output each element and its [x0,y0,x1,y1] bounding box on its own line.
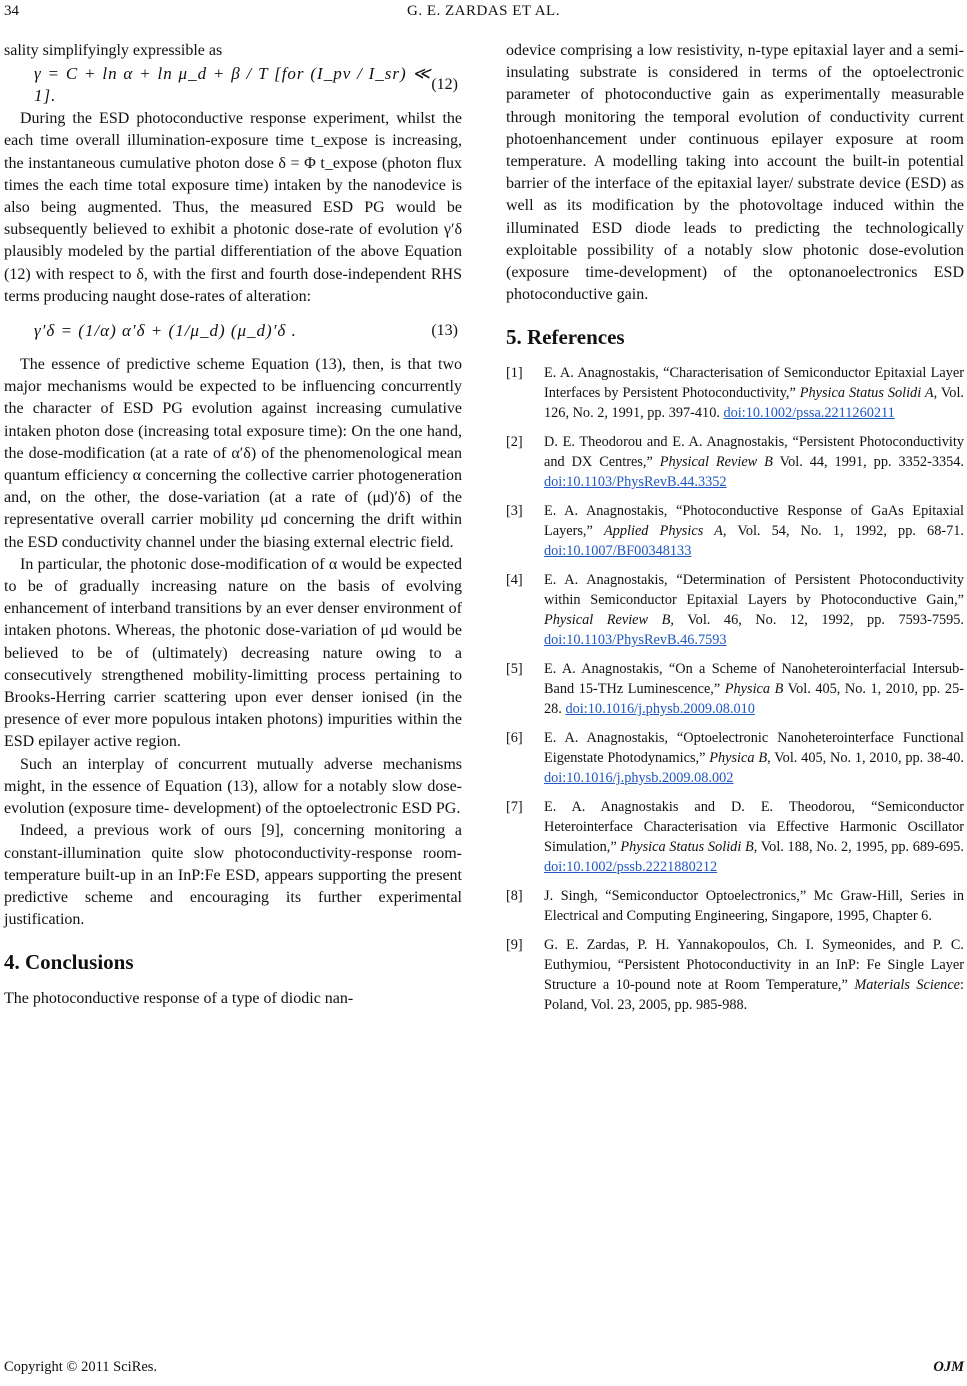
paragraph: In particular, the photonic dose-modification of α would be expected to be of gradually increasing nature on the basis of evolving enhancement of interband transitions by an ever denser environment of intaken photons. Whereas, the photonic dose-variation of μd would be believed to be of (ultimately) decreasing nature owing to a consecutively strengthened mobility-limitting process pertaining to Brooks-Herring carrier scattering upon ever denser ionised (in the presence of ever more populous intaken photons) impurities within the ESD epilayer active region. [4,555,462,751]
equation-13 [4,308,462,354]
reference-authors-title: E. A. Anagnostakis and D. E. Theodorou, “Semiconductor Heterointerface Characterisation via Effective Harmonic Oscillator Simulation,” [544,798,964,855]
section-heading-references: 5. References [506,325,625,350]
reference-text [544,659,964,719]
reference-item [506,501,964,561]
equation-13-number: (13) [431,321,458,339]
paragraph: The photoconductive response of a type of diodic nan- [4,989,354,1007]
reference-number: [4] [506,571,523,588]
reference-details: , Vol. 188, No. 2, 1995, pp. 689-695. [753,838,964,855]
reference-number: [9] [506,936,523,953]
reference-details: , Vol. 46, No. 12, 1992, pp. 7593-7595. [670,611,965,628]
equation-12-body: γ = C + ln α + ln μ_d + β / T [for (I_pv / I_sr) ≪ 1]. [34,64,432,106]
reference-doi-link[interactable]: doi:10.1002/pssb.2221880212 [544,858,718,875]
page-number: 34 [4,3,19,19]
reference-number: [2] [506,433,523,450]
reference-list [506,363,964,1015]
reference-details: , Vol. 54, No. 1, 1992, pp. 68-71. [722,522,964,539]
page-header [0,0,967,30]
reference-details: : Poland, Vol. 23, 2005, pp. 985-988. [544,976,964,1013]
reference-authors-title: D. E. Theodorou and E. A. Anagnostakis, “Persistent Photoconductivity and DX Centres,” [544,433,964,470]
reference-text [544,501,964,561]
reference-journal: Physical Review B [659,453,773,470]
reference-authors-title: E. A. Anagnostakis, “Optoelectronic Nanoheterointerface Functional Eigenstate Photodynamics,” [544,729,964,766]
copyright-text: Copyright © 2011 SciRes. [4,1359,158,1375]
reference-item [506,728,964,788]
reference-item [506,363,964,423]
reference-text [544,432,964,492]
paragraph: The essence of predictive scheme Equation (13), then, is that two major mechanisms would be expected to be influencing concurrently the character of ESD PG evolution against increasing cumulative intaken photon dose (increasing total exposure time): On the one hand, the dose-modification (at a rate of α′δ) of the phenomenological mean quantum efficiency α concerning the collective carrier photogeneration and, on the other, the dose-variation (at a rate of (μd)′δ) of the representative overall carrier mobility μd concerning the drift within the ESD conductivity channel under the biasing external electric field. [4,356,462,551]
reference-item [506,432,964,492]
paragraph: odevice comprising a low resistivity, n-type epitaxial layer and a semi-insulating substrate is considered in terms of the optoelectronic parameter of photoconductive gain as experimentally measurable through monitoring the temporal evolution of conductivity current photoenhancement under continuous epilayer exposure at room temperature. A modelling taking into account the built-in potential barrier of the interface of the epitaxial layer/ substrate device (ESD) as well as its modification by the photovoltage induced within the illuminated ESD diode leads to predicting the technologically exploitable possibility of a notably slow photonic dose-evolution (exposure time-development) of the optonanoelectronics ESD photoconductive gain. [506,42,964,304]
reference-journal: Physica B [709,749,768,766]
reference-text [544,570,964,650]
reference-authors-title: E. A. Anagnostakis, “Photoconductive Response of GaAs Epitaxial Layers,” [544,502,964,539]
reference-journal: Physica Status Solidi A [799,384,934,401]
reference-text [544,935,964,1015]
reference-doi-link[interactable]: doi:10.1002/pssa.2211260211 [723,404,895,421]
left-column [4,40,462,1010]
paragraph: Such an interplay of concurrent mutually adverse mechanisms might, in the essence of Equation (13), allow for a notably slow dose-evolution (exposure time- development) of the optoelectronic ESD PG. [4,755,462,818]
reference-item [506,659,964,719]
reference-doi-link[interactable]: doi:10.1103/PhysRevB.46.7593 [544,631,727,648]
reference-number: [6] [506,729,523,746]
reference-text [544,886,964,926]
reference-doi-link[interactable]: doi:10.1016/j.physb.2009.08.010 [565,700,755,717]
reference-item [506,935,964,1015]
reference-number: [1] [506,364,523,381]
reference-authors-title: G. E. Zardas, P. H. Yannakopoulos, Ch. I. Symeonides, and P. C. Euthymiou, “Persistent Photoconductivity in an InP: Fe Single Layer Structure a 10-pound note at Room Temperature,” [544,936,964,993]
reference-journal: Physica Status Solidi B [620,838,754,855]
reference-doi-link[interactable]: doi:10.1007/BF00348133 [544,542,692,559]
reference-text [544,363,964,423]
reference-authors-title: E. A. Anagnostakis, “On a Scheme of Nanoheterointerfacial Intersub-Band 15-THz Luminescence,” [544,660,964,697]
reference-authors-title: E. A. Anagnostakis, “Characterisation of Semiconductor Epitaxial Layer Interfaces by Persistent Photoconductivity,” [544,364,964,401]
reference-text [544,728,964,788]
section-heading-conclusions: 4. Conclusions [4,950,134,975]
paragraph: During the ESD photoconductive response experiment, whilst the each time overall illumination-exposure time t_expose is increasing, the instantaneous cumulative photon dose δ = Φ t_expose (photon flux times the each time total exposure time) intaken by the nanodevice is also being augmented. Thus, the measured ESD PG would be subsequently believed to exhibit a photonic dose-rate of evolution γ′δ plausibly modeled by the partial differentiation of the above Equation (12) with respect to δ, with the first and fourth dose-independent RHS terms producing naught dose-rates of alteration: [4,110,462,305]
reference-journal: Physical Review B [544,611,671,628]
reference-details: Vol. 44, 1991, pp. 3352-3354. [772,453,965,470]
reference-item [506,570,964,650]
reference-details: Vol. 405, No. 1, 2010, pp. 25-28. [544,680,964,717]
reference-journal: Physica B [724,680,784,697]
reference-journal: Materials Science [854,976,961,993]
journal-abbrev: OJM [933,1359,964,1375]
reference-number: [5] [506,660,523,677]
reference-item [506,886,964,926]
equation-13-body: γ′δ = (1/α) α′δ + (1/μ_d) (μ_d)′δ . [34,320,297,340]
reference-authors-title: J. Singh, “Semiconductor Optoelectronics,” Mc Graw-Hill, Series in Electrical and Computing Engineering, Singapore, 1995, Chapter 6. [544,887,964,924]
intro-text: sality simplifyingly expressible as [4,42,223,59]
running-head: G. E. ZARDAS ET AL. [407,3,560,19]
reference-number: [8] [506,887,523,904]
paragraph: Indeed, a previous work of ours [9], concerning monitoring a constant-illumination quite slow photoconductivity-response room-temperature built-up in an InP:Fe ESD, appears supporting the present predictive scheme and encouraging its further experimental justification. [4,822,462,929]
reference-doi-link[interactable]: doi:10.1016/j.physb.2009.08.002 [544,769,734,786]
right-column [506,40,964,1024]
reference-doi-link[interactable]: doi:10.1103/PhysRevB.44.3352 [544,473,727,490]
equation-12-number: (12) [431,76,458,94]
reference-details: , Vol. 126, No. 2, 1991, pp. 397-410. [544,384,964,421]
reference-text [544,797,964,877]
reference-number: [3] [506,502,523,519]
reference-item [506,797,964,877]
reference-journal: Applied Physics A [603,522,723,539]
reference-details: , Vol. 405, No. 1, 2010, pp. 38-40. [767,749,964,766]
equation-12 [4,62,462,108]
reference-number: [7] [506,798,523,815]
reference-authors-title: E. A. Anagnostakis, “Determination of Persistent Photoconductivity within Semiconductor Epitaxial Layers by Photoconductive Gain,” [544,571,964,608]
